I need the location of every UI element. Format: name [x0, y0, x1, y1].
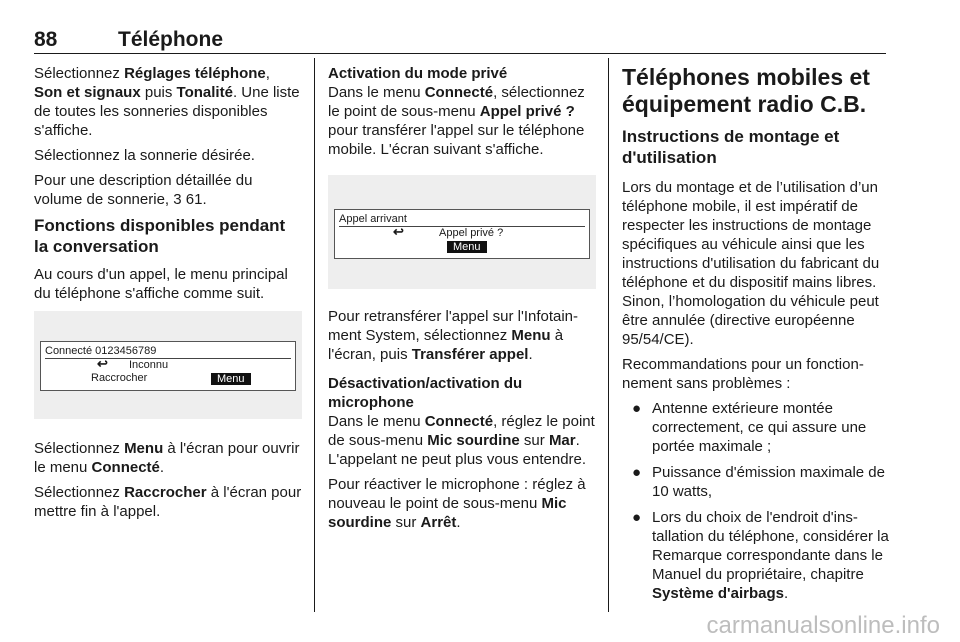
display-menu-button: Menu	[211, 373, 251, 385]
heading-call-functions: Fonctions disponibles pendant la conversation	[34, 216, 286, 256]
page-title: Téléphone	[118, 28, 224, 51]
display-hangup: Raccrocher	[91, 372, 148, 384]
paragraph-transfer-back: Pour retransférer l'appel sur l'Infotainment System, sélectionnez Menu à l'écran, puis Transférer appel.	[328, 308, 579, 363]
bullet-icon: ●	[632, 509, 642, 526]
paragraph-select-ringtone: Sélectionnez la sonnerie désirée.	[34, 147, 255, 164]
heading-mobile-phones: Téléphones mobiles et équipement radio C.B.	[622, 64, 870, 117]
column-3	[622, 64, 890, 610]
paragraph-private-call: Dans le menu Connecté, sélectionnez le point de sous-menu Appel privé ? pour transférer l'appel sur le téléphone mobile. L'écran suivant s'affiche.	[328, 84, 585, 158]
phone-transfer-icon: ↩︎	[97, 356, 108, 371]
paragraph-mute-mic: Dans le menu Connecté, réglez le point de sous-menu Mic sourdine sur Mar. L'appelant ne peut plus vous entendre.	[328, 413, 595, 468]
paragraph-call-menu: Au cours d'un appel, le menu principal du téléphone s'affiche comme suit.	[34, 266, 288, 302]
display-private-question: Appel privé ?	[439, 227, 504, 239]
column-1	[34, 64, 302, 527]
paragraph-open-connected-menu: Sélectionnez Menu à l'écran pour ouvrir le menu Connecté.	[34, 440, 300, 476]
list-item: ● Antenne extérieure montée correctement, ce qui assure une portée maximale ;	[632, 400, 867, 455]
display-status-line: Appel arrivant	[339, 213, 585, 227]
page-reference-icon: 3	[173, 191, 182, 208]
column-2	[328, 64, 596, 538]
paragraph-installation: Lors du montage et de l’utilisation d’un téléphone mobile, il est impératif de respecter les instructions de montage spécifiques au véhicule ainsi que les instructions d'utilisation du fabricant du téléphone et du dispositif mains libres. Sinon, l’homologation du véhicule peut être annulée (directive européenne 95/54/CE).	[622, 179, 880, 348]
paragraph-recommendations: Recommandations pour un fonctionnement sans problèmes :	[622, 356, 864, 392]
paragraph-hangup: Sélectionnez Raccrocher à l'écran pour mettre fin à l'appel.	[34, 484, 302, 520]
display-connected	[40, 341, 296, 391]
column-divider-1	[314, 58, 315, 612]
list-item: ● Lors du choix de l'endroit d'installation du téléphone, considérer la Remarque correspondante dans le Manuel du propriétaire, chapitre Système d'airbags.	[632, 509, 889, 602]
column-divider-2	[608, 58, 609, 612]
heading-private-mode: Activation du mode privé	[328, 65, 508, 82]
display-status-line: Connecté 0123456789	[45, 345, 291, 359]
page-header	[34, 28, 886, 54]
display-incoming	[334, 209, 590, 259]
heading-microphone: Désactivation/activation du microphone	[328, 375, 523, 411]
bullet-icon: ●	[632, 400, 642, 417]
screen-illustration-incoming	[328, 175, 596, 289]
page-number: 88	[34, 28, 58, 51]
phone-transfer-icon: ↩︎	[393, 224, 404, 239]
paragraph-unmute-mic: Pour réactiver le microphone : réglez à nouveau le point de sous-menu Mic sourdine sur Arrêt.	[328, 476, 586, 531]
paragraph-volume-reference: Pour une description détaillée du volume de sonnerie, 3 61.	[34, 172, 253, 208]
bullet-icon: ●	[632, 464, 642, 481]
list-item: ● Puissance d'émission maximale de 10 watts,	[632, 464, 885, 500]
watermark: carmanualsonline.info	[706, 612, 940, 639]
screen-illustration-connected	[34, 311, 302, 419]
paragraph-ringtone-settings: Sélectionnez Réglages téléphone, Son et signaux puis Tonalité. Une liste de toutes les sonneries disponibles s'affiche.	[34, 65, 300, 139]
display-menu-button: Menu	[447, 241, 487, 253]
display-caller: Inconnu	[129, 359, 169, 371]
recommendation-list	[622, 399, 890, 603]
heading-installation: Instructions de montage et d'utilisation	[622, 127, 840, 167]
